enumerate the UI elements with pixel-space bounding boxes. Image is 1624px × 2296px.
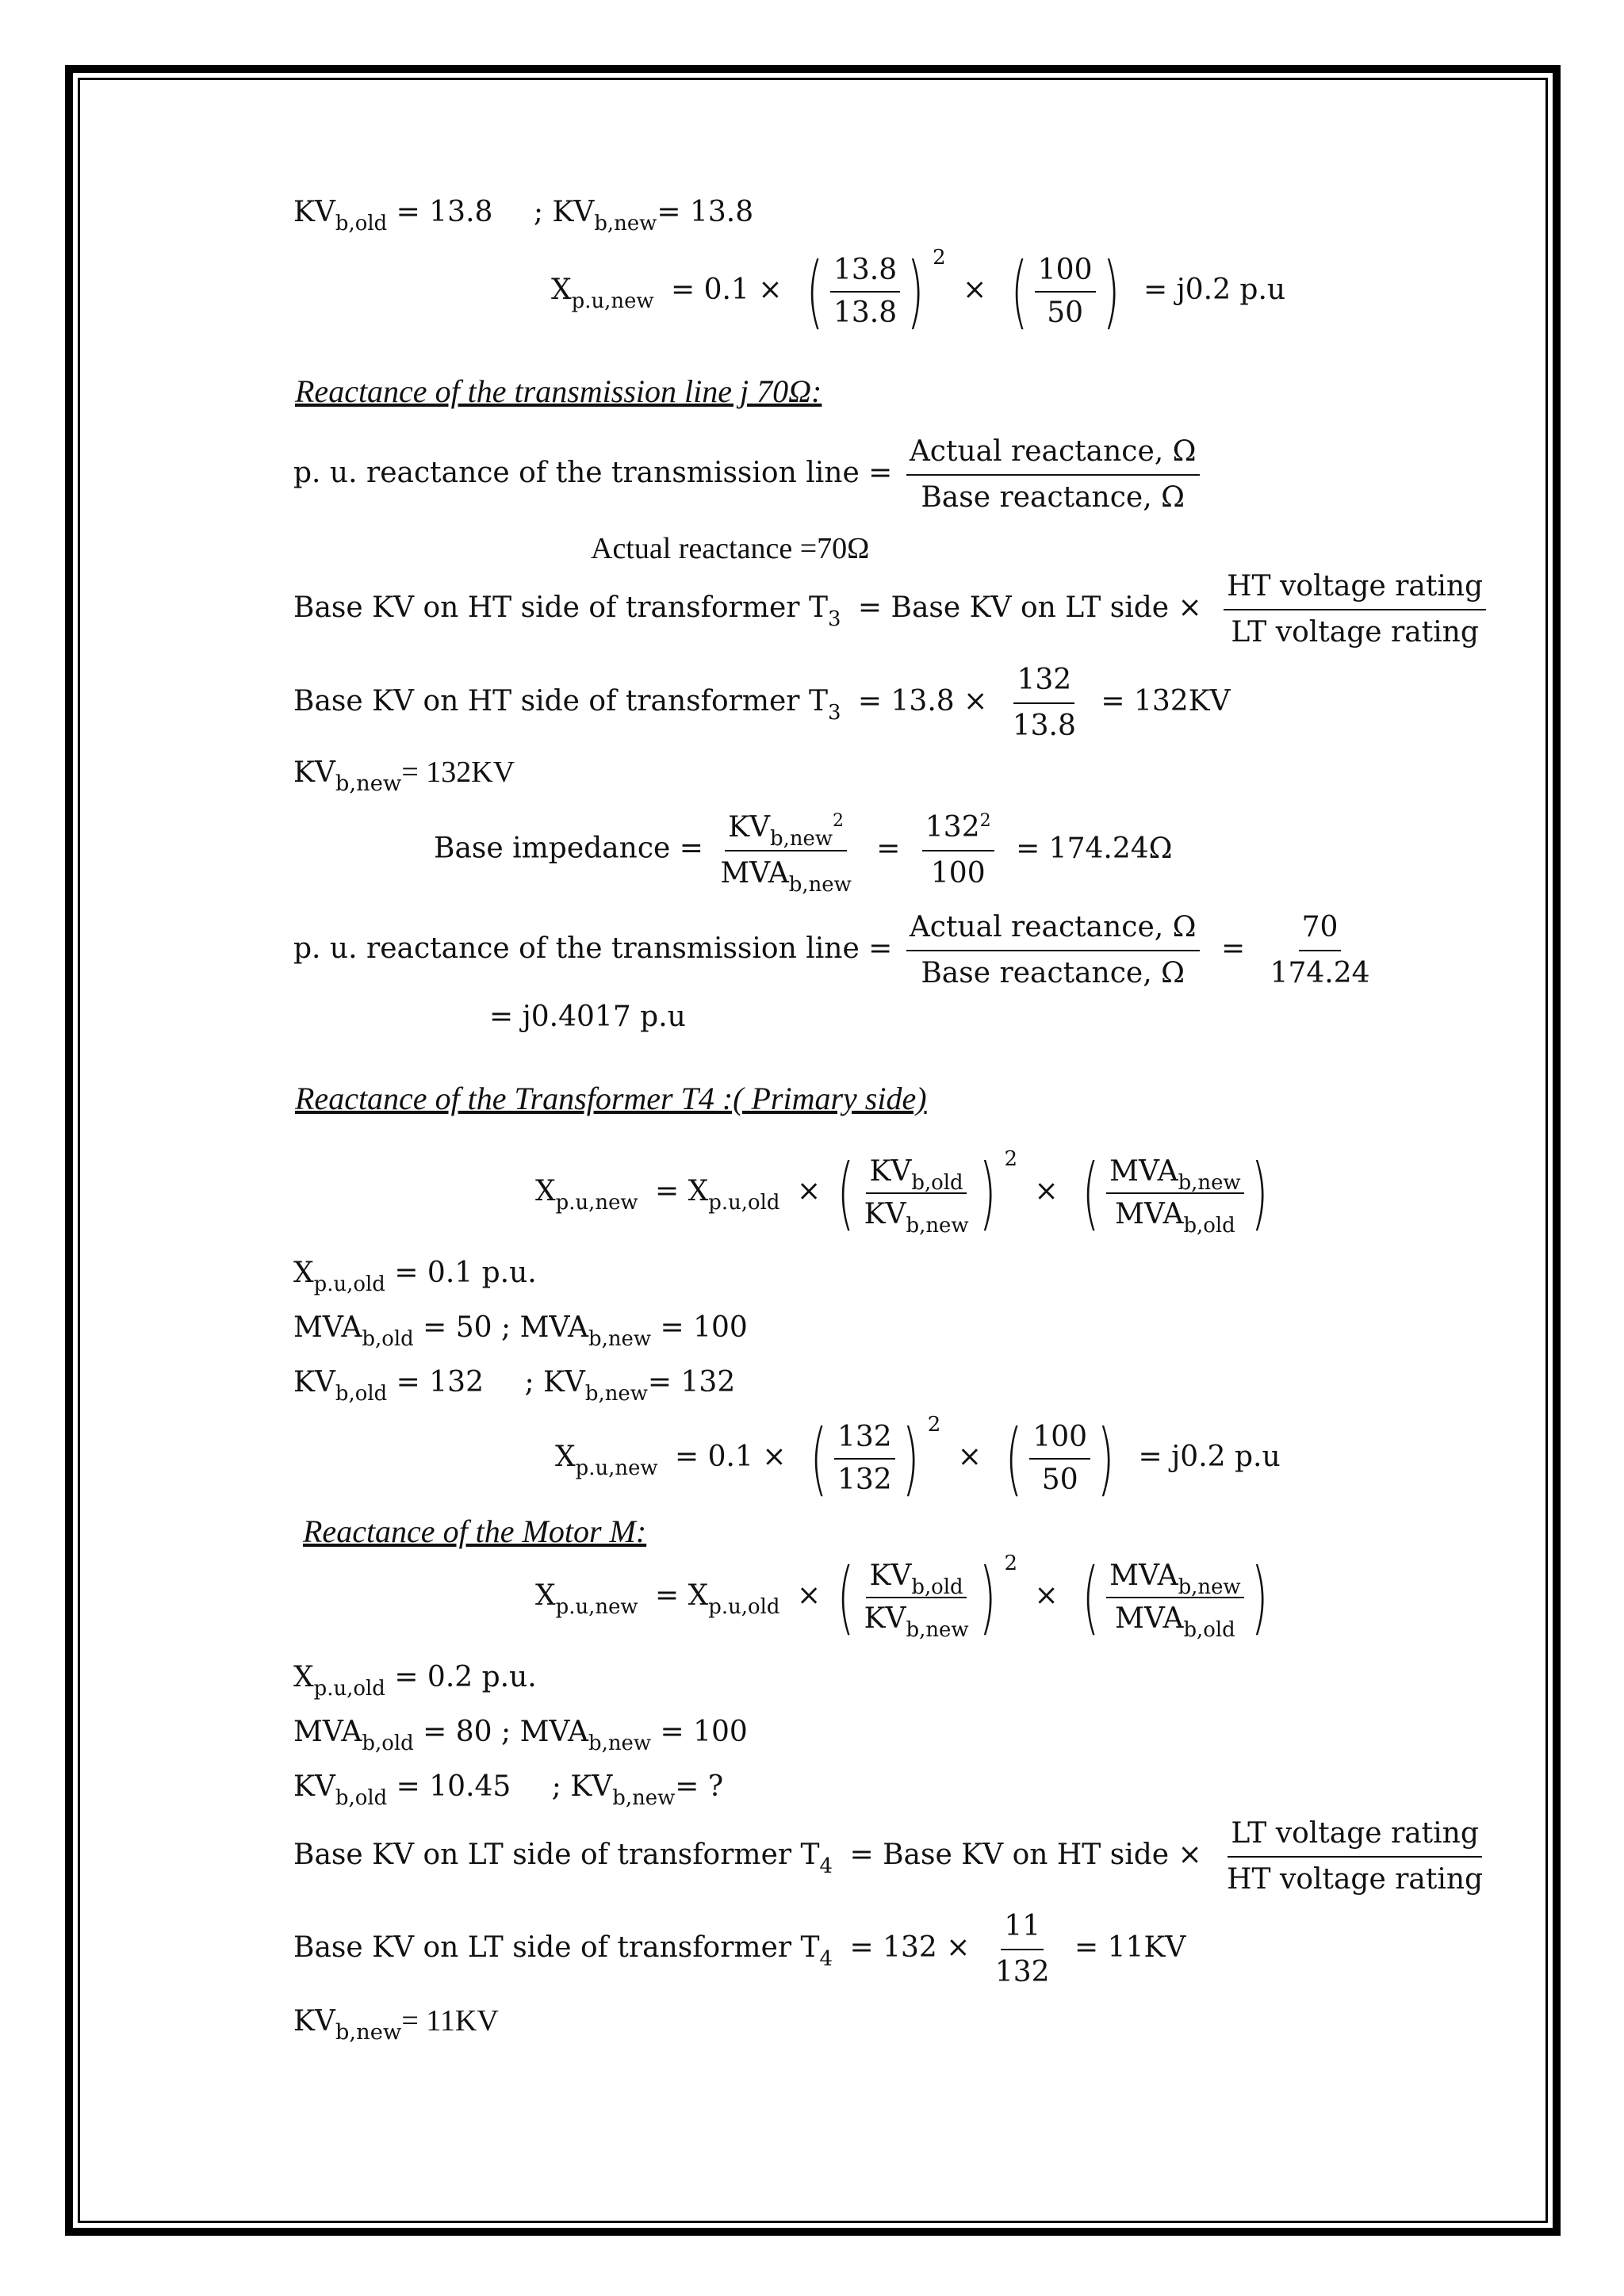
symbol: ; KV <box>533 196 595 228</box>
operator: = 132 × <box>849 1931 971 1964</box>
exponent: 2 <box>1004 1147 1018 1171</box>
base-kv-lt-value <box>293 1912 1193 1987</box>
symbol: X <box>293 1661 314 1693</box>
value: = 80 ; MVA <box>423 1716 589 1748</box>
subscript: b,new <box>1178 1575 1241 1599</box>
bracketed-ratio: ( $\frac{KV_{b,old}}{KV_{b,new}}$ ) <box>837 1551 996 1644</box>
kv-old-new-line-1 <box>293 196 754 235</box>
operator: = <box>1220 932 1246 965</box>
numerator: 132 <box>1013 666 1074 704</box>
symbol: ; KV <box>551 1770 613 1803</box>
value: = 132KV <box>401 756 515 789</box>
operator: = <box>876 832 901 865</box>
operator: × <box>1034 1579 1059 1612</box>
bracketed-ratio: ( $\frac{100}{50}$ ) <box>1005 1412 1115 1505</box>
lhs: Base KV on HT side of transformer T <box>293 685 828 718</box>
symbol: KV <box>293 756 335 789</box>
operator: × <box>963 274 987 306</box>
symbol: ; KV <box>524 1366 585 1399</box>
denominator: Base reactance, Ω <box>921 481 1185 514</box>
numerator: 70 <box>1299 913 1342 951</box>
xpu-old-line-1 <box>293 1257 537 1296</box>
subscript: 3 <box>827 700 841 725</box>
denominator: 50 <box>1047 297 1084 329</box>
exponent: 2 <box>933 246 946 270</box>
value: = 0.2 p.u. <box>394 1661 537 1693</box>
lhs: Base impedance = <box>434 832 703 865</box>
section-heading-transmission-line: Reactance of the transmission line j 70Ω: <box>295 373 822 409</box>
value: = 100 <box>660 1716 748 1748</box>
subscript: b,old <box>362 1326 414 1351</box>
subscript: b,old <box>1183 1213 1235 1238</box>
xpu-new-formula-2 <box>555 1412 1289 1505</box>
value: = 13.8 <box>657 196 754 228</box>
subscript: 3 <box>827 607 841 631</box>
symbol: MVA <box>1115 1602 1184 1635</box>
value: = 13.8 <box>396 196 493 228</box>
subscript: p.u,new <box>575 1456 658 1480</box>
symbol: X <box>555 1441 576 1473</box>
subscript: b,new <box>588 1731 652 1755</box>
subscript: b,new <box>588 1326 652 1351</box>
subscript: b,old <box>362 1731 414 1755</box>
pu-reactance-value <box>293 913 1378 988</box>
subscript: b,new <box>1178 1170 1241 1195</box>
lhs: Base KV on HT side of transformer T <box>293 591 828 624</box>
bracketed-ratio: ( $\frac{KV_{b,old}}{KV_{b,new}}$ ) <box>837 1146 996 1239</box>
denominator: Base reactance, Ω <box>921 957 1185 989</box>
operator: = 0.1 × <box>671 274 783 306</box>
subscript: b,new <box>594 211 657 235</box>
symbol: KV <box>293 1770 335 1803</box>
subscript: b,old <box>911 1575 963 1599</box>
symbol: X <box>535 1175 556 1207</box>
lhs: p. u. reactance of the transmission line = <box>293 457 893 489</box>
operator: × <box>1034 1175 1059 1207</box>
kv-new-line-132 <box>293 756 515 797</box>
exponent: 2 <box>927 1413 941 1437</box>
operator: = 0.1 × <box>675 1441 787 1473</box>
operator: = X <box>655 1579 709 1612</box>
symbol: KV <box>293 2005 335 2038</box>
symbol: X <box>535 1579 556 1612</box>
symbol: MVA <box>293 1716 362 1748</box>
xpu-general-formula-2 <box>535 1551 1275 1644</box>
symbol: KV <box>728 811 771 844</box>
result: = 174.24Ω <box>1016 832 1173 865</box>
subscript: p.u,old <box>708 1190 780 1215</box>
subscript: b,old <box>335 1785 388 1810</box>
symbol: MVA <box>720 857 789 890</box>
symbol: KV <box>869 1559 912 1592</box>
subscript: 4 <box>819 1946 833 1971</box>
result: = 132KV <box>1101 685 1231 718</box>
xpu-old-line-2 <box>293 1661 537 1701</box>
value: = 132 <box>396 1366 484 1399</box>
denominator: 132 <box>837 1464 892 1496</box>
bracketed-ratio: ( $\frac{13.8}{13.8}$ ) <box>806 245 925 338</box>
denominator: 13.8 <box>1012 710 1076 742</box>
numerator: Actual reactance, Ω <box>906 913 1200 951</box>
denominator: 100 <box>930 857 986 890</box>
subscript: p.u,new <box>555 1190 638 1215</box>
numerator: HT voltage rating <box>1224 572 1486 610</box>
symbol: MVA <box>1109 1155 1178 1188</box>
subscript: b,old <box>1183 1617 1235 1642</box>
kv-new-line-11 <box>293 2004 499 2045</box>
subscript: p.u,new <box>571 289 654 313</box>
section-heading-transformer-t4: Reactance of the Transformer T4 :( Primary side) <box>295 1081 927 1116</box>
subscript: p.u,old <box>708 1594 780 1619</box>
denominator: 13.8 <box>833 297 898 329</box>
symbol: KV <box>864 1198 906 1230</box>
subscript: b,new <box>906 1617 969 1642</box>
operator: × <box>957 1441 982 1473</box>
result: = j0.2 p.u <box>1143 274 1286 306</box>
subscript: b,old <box>335 1381 388 1406</box>
actual-reactance-line: Actual reactance =70Ω <box>591 532 870 565</box>
operator: × <box>796 1175 822 1207</box>
subscript: p.u,old <box>313 1272 385 1296</box>
value: = 50 ; MVA <box>423 1311 589 1344</box>
symbol: KV <box>864 1602 906 1635</box>
operator: = Base KV on HT side × <box>849 1839 1202 1871</box>
operator: = X <box>655 1175 709 1207</box>
symbol: KV <box>869 1155 912 1188</box>
numerator: 13.8 <box>830 256 900 293</box>
section-heading-motor: Reactance of the Motor M: <box>303 1513 647 1549</box>
pu-reactance-result: = j0.4017 p.u <box>489 1001 686 1033</box>
numerator: Actual reactance, Ω <box>906 438 1200 476</box>
bracketed-ratio: ( $\frac{132}{132}$ ) <box>810 1412 919 1505</box>
symbol: X <box>551 274 572 306</box>
subscript: b,new <box>584 1381 648 1406</box>
numerator: 132 <box>925 811 980 844</box>
base-kv-lt-formula <box>293 1817 1491 1896</box>
operator: × <box>796 1579 822 1612</box>
symbol: MVA <box>1115 1198 1184 1230</box>
denominator: HT voltage rating <box>1227 1863 1484 1896</box>
lhs: Base KV on LT side of transformer T <box>293 1839 820 1871</box>
symbol: KV <box>293 1366 335 1399</box>
subscript: b,new <box>788 872 852 897</box>
value: = 0.1 p.u. <box>394 1257 537 1289</box>
mva-line-1 <box>293 1311 748 1351</box>
operator: = Base KV on LT side × <box>857 591 1202 624</box>
exponent: 2 <box>833 811 845 831</box>
numerator: 100 <box>1029 1423 1090 1460</box>
denominator: 50 <box>1041 1464 1078 1496</box>
pu-reactance-formula <box>293 435 1205 514</box>
subscript: p.u,old <box>313 1676 385 1701</box>
kv-line-132 <box>293 1366 736 1406</box>
value: = 132 <box>647 1366 736 1399</box>
subscript: b,old <box>335 211 388 235</box>
value: = 100 <box>660 1311 748 1344</box>
bracketed-ratio: ( $\frac{MVA_{b,new}}{MVA_{b,old}}$ ) <box>1082 1551 1268 1644</box>
numerator: 132 <box>834 1423 895 1460</box>
base-kv-ht-value <box>293 666 1239 740</box>
numerator: 11 <box>1001 1912 1044 1950</box>
symbol: X <box>293 1257 314 1289</box>
denominator: 174.24 <box>1270 957 1370 989</box>
result: = 11KV <box>1074 1931 1186 1964</box>
symbol: MVA <box>293 1311 362 1344</box>
denominator: LT voltage rating <box>1231 616 1479 649</box>
mva-line-2 <box>293 1716 748 1755</box>
numerator: LT voltage rating <box>1228 1820 1482 1858</box>
result: = j0.2 p.u <box>1138 1441 1281 1473</box>
denominator: 132 <box>994 1956 1050 1988</box>
numerator: 100 <box>1035 256 1096 293</box>
exponent: 2 <box>1004 1552 1018 1575</box>
base-impedance-formula <box>434 811 1180 897</box>
value: = 11KV <box>401 2004 499 2038</box>
subscript: b,old <box>911 1170 963 1195</box>
subscript: 4 <box>819 1854 833 1878</box>
bracketed-ratio: ( $\frac{100}{50}$ ) <box>1010 245 1120 338</box>
value: = ? <box>675 1770 724 1803</box>
subscript: p.u,new <box>555 1594 638 1619</box>
bracketed-ratio: ( $\frac{MVA_{b,new}}{MVA_{b,old}}$ ) <box>1082 1146 1268 1239</box>
subscript: b,new <box>906 1213 969 1238</box>
subscript: b,new <box>335 771 402 797</box>
lhs: p. u. reactance of the transmission line = <box>293 932 893 965</box>
subscript: b,new <box>770 826 833 851</box>
subscript: b,new <box>335 2020 402 2045</box>
kv-line-10-45 <box>293 1770 724 1810</box>
value: = 10.45 <box>396 1770 511 1803</box>
subscript: b,new <box>612 1785 676 1810</box>
exponent: 2 <box>979 811 991 831</box>
xpu-general-formula-1 <box>535 1146 1275 1239</box>
symbol: MVA <box>1109 1559 1178 1592</box>
xpu-new-formula-1 <box>551 245 1293 338</box>
operator: = 13.8 × <box>857 685 988 718</box>
lhs: Base KV on LT side of transformer T <box>293 1931 820 1964</box>
symbol: KV <box>293 196 335 228</box>
base-kv-ht-formula <box>293 572 1491 647</box>
